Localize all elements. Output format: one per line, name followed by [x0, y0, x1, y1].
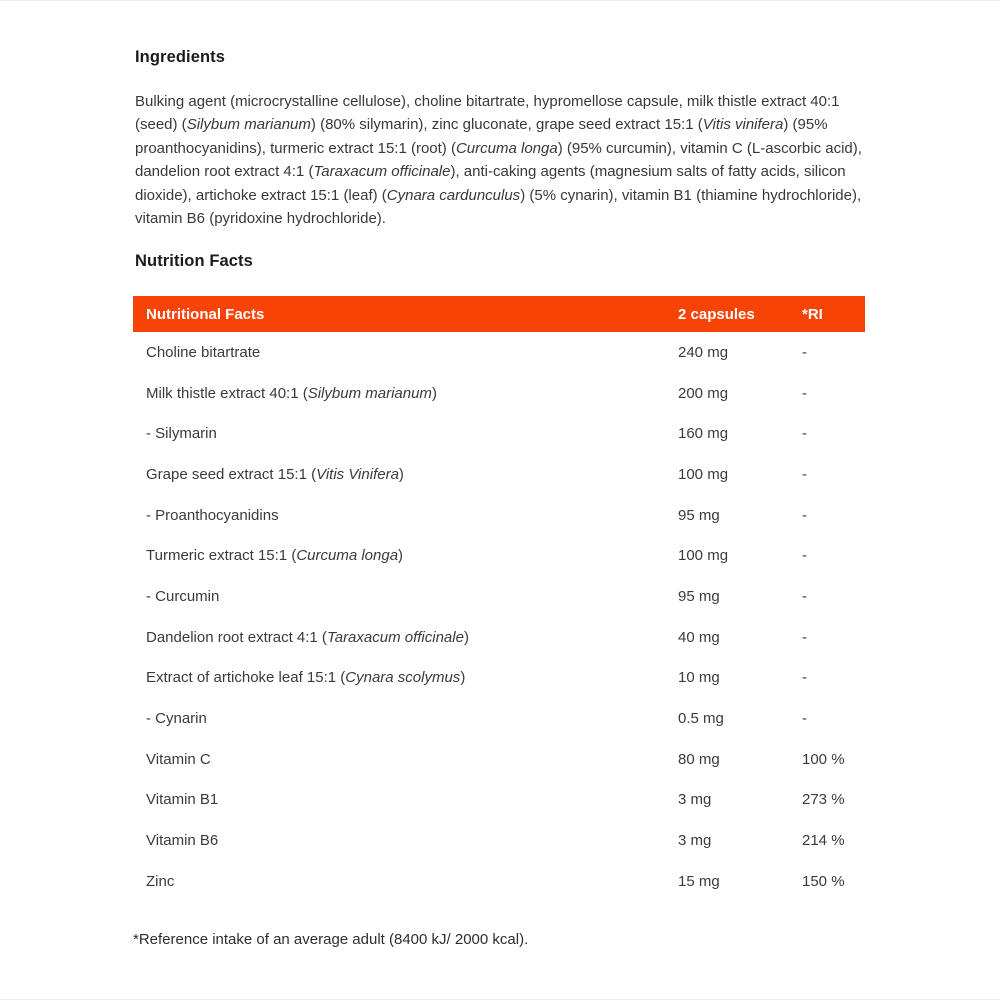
- nutrient-amount: 40 mg: [678, 628, 720, 646]
- nutrient-name: - Silymarin: [146, 425, 217, 443]
- nutrient-name: - Proanthocyanidins: [146, 506, 279, 524]
- nutrient-ri: -: [802, 465, 807, 483]
- nutrient-amount: 3 mg: [678, 791, 712, 809]
- ingredients-heading: Ingredients: [135, 48, 226, 66]
- nutrient-amount: 100 mg: [678, 547, 729, 565]
- table-header-amount: 2 capsules: [678, 305, 755, 323]
- table-row: [133, 698, 865, 739]
- table-row: [133, 332, 865, 373]
- nutrient-name: Turmeric extract 15:1 (Curcuma longa): [146, 547, 404, 565]
- nutrient-ri: -: [802, 343, 807, 361]
- table-row: [133, 739, 865, 780]
- nutrient-name: - Cynarin: [146, 710, 207, 728]
- nutrient-amount: 80 mg: [678, 750, 720, 768]
- reference-intake-footnote: *Reference intake of an average adult (8400 kJ/ 2000 kcal).: [133, 931, 529, 948]
- table-row: [133, 861, 865, 902]
- table-row: [133, 373, 865, 414]
- nutrient-ri: -: [802, 710, 807, 728]
- page-top-divider: [0, 0, 1000, 1]
- nutrient-name: Extract of artichoke leaf 15:1 (Cynara scolymus): [146, 669, 466, 687]
- table-header-row: [133, 296, 865, 332]
- nutrient-name: Choline bitartrate: [146, 343, 261, 361]
- table-row: [133, 658, 865, 699]
- nutrient-amount: 15 mg: [678, 872, 720, 890]
- nutrient-ri: -: [802, 384, 807, 402]
- nutrient-name: Dandelion root extract 4:1 (Taraxacum officinale): [146, 628, 469, 646]
- nutrient-ri: 100 %: [802, 750, 845, 768]
- nutrient-ri: 214 %: [802, 832, 845, 850]
- nutrient-name: Vitamin C: [146, 750, 211, 768]
- nutrient-ri: 150 %: [802, 872, 845, 890]
- nutrient-ri: -: [802, 628, 807, 646]
- nutrient-ri: 273 %: [802, 791, 845, 809]
- nutrient-name: Milk thistle extract 40:1 (Silybum marianum): [146, 384, 437, 402]
- nutrient-ri: -: [802, 425, 807, 443]
- nutrition-facts-heading: Nutrition Facts: [135, 252, 253, 270]
- nutrient-amount: 240 mg: [678, 343, 729, 361]
- nutrient-amount: 95 mg: [678, 506, 720, 524]
- table-row: [133, 780, 865, 821]
- nutrient-amount: 100 mg: [678, 465, 729, 483]
- nutrition-facts-table: [133, 296, 865, 902]
- table-row: [133, 820, 865, 861]
- nutrient-amount: 160 mg: [678, 425, 729, 443]
- table-row: [133, 535, 865, 576]
- nutrient-ri: -: [802, 587, 807, 605]
- nutrient-name: Zinc: [146, 872, 175, 890]
- table-row: [133, 495, 865, 536]
- nutrient-amount: 95 mg: [678, 587, 720, 605]
- table-body: [133, 332, 865, 902]
- nutrient-name: - Curcumin: [146, 587, 220, 605]
- ingredients-paragraph: Bulking agent (microcrystalline cellulose), choline bitartrate, hypromellose capsule, milk thistle extract 40:1 (seed) (Silybum marianum) (80% silymarin), zinc gluconate, grape seed extract 15:1 (Vitis vinifera) (95% proanthocyanidins), turmeric extract 15:1 (root) (Curcuma longa) (95% curcumin), vitamin C (L-ascorbic acid), dandelion root extract 4:1 (Taraxacum officinale), anti-caking agents (magnesium salts of fatty acids, silicon dioxide), artichoke extract 15:1 (leaf) (Cynara cardunculus) (5% cynarin), vitamin B1 (thiamine hydrochloride), vitamin B6 (pyridoxine hydrochloride).: [135, 93, 862, 228]
- table-header-name: Nutritional Facts: [146, 305, 265, 323]
- nutrient-name: Vitamin B6: [146, 832, 219, 850]
- nutrient-amount: 0.5 mg: [678, 710, 724, 728]
- nutrient-name: Vitamin B1: [146, 791, 219, 809]
- table-row: [133, 413, 865, 454]
- nutrient-amount: 3 mg: [678, 832, 712, 850]
- table-row: [133, 617, 865, 658]
- nutrient-ri: -: [802, 669, 807, 687]
- table-row: [133, 576, 865, 617]
- nutrient-amount: 10 mg: [678, 669, 720, 687]
- nutrient-name: Grape seed extract 15:1 (Vitis Vinifera): [146, 465, 404, 483]
- table-row: [133, 454, 865, 495]
- nutrient-ri: -: [802, 506, 807, 524]
- nutrient-ri: -: [802, 547, 807, 565]
- nutrient-amount: 200 mg: [678, 384, 729, 402]
- table-header-ri: *RI: [802, 305, 823, 323]
